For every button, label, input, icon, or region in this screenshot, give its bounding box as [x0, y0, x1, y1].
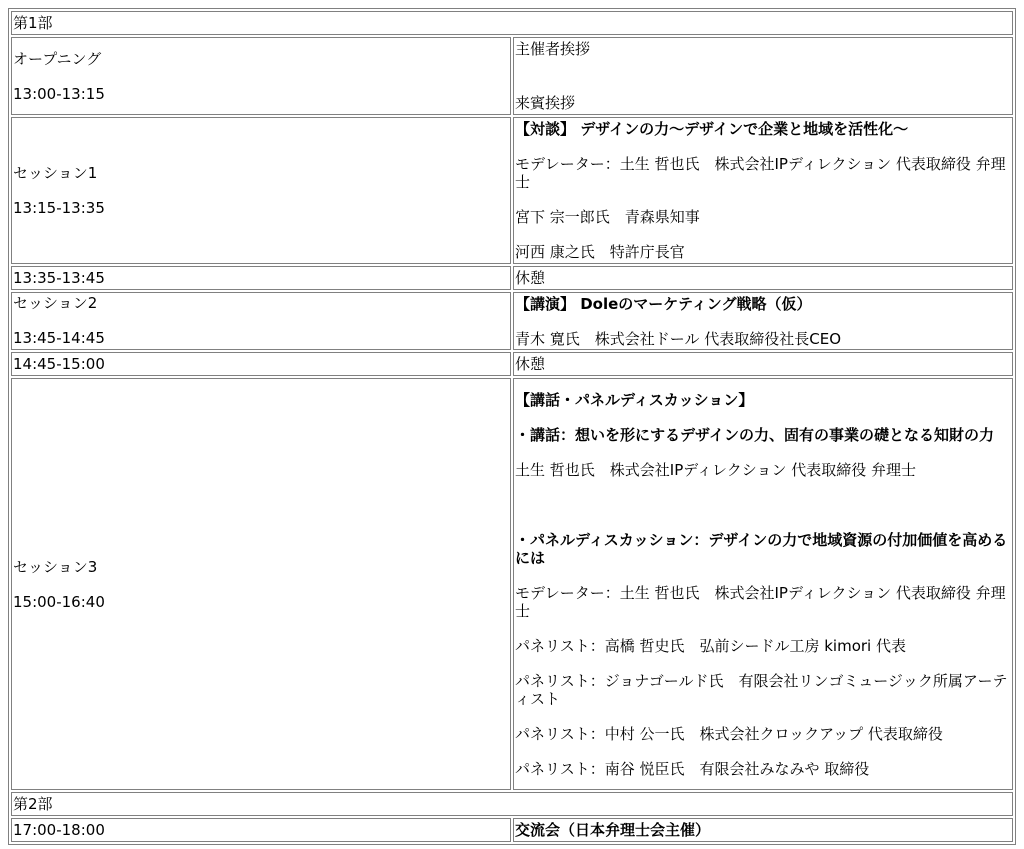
session3-heading: 【講話・パネルディスカッション】	[515, 390, 754, 409]
opening-time: 13:00-13:15	[13, 84, 105, 103]
break1-row	[11, 266, 1013, 290]
break2-label: 休憩	[513, 352, 1013, 376]
session3-panel-line: パネリスト：南谷 悦臣氏 有限会社みなみや 取締役	[515, 759, 870, 778]
session3-panel-heading: ・パネルディスカッション：デザインの力で地域資源の付加価値を高めるには	[515, 530, 1008, 567]
session1-line: モデレーター：土生 哲也氏 株式会社IPディレクション 代表取締役 弁理士	[515, 155, 1006, 191]
session1-detail-cell	[513, 117, 1013, 264]
session3-panel-line: パネリスト：高橋 哲史氏 弘前シードル工房 kimori 代表	[515, 636, 906, 655]
session3-row	[11, 378, 1013, 790]
opening-cell	[11, 37, 511, 115]
session3-panel-line: パネリスト：中村 公一氏 株式会社クロックアップ 代表取締役	[515, 724, 943, 743]
session1-title: セッション1	[13, 164, 98, 182]
session2-title: セッション2	[13, 294, 98, 312]
part2-label: 第2部	[11, 792, 1013, 816]
session2-line: 青木 寛氏 株式会社ドール 代表取締役社長CEO	[515, 329, 841, 348]
session3-talk-speaker: 土生 哲也氏 株式会社IPディレクション 代表取締役 弁理士	[515, 460, 916, 479]
opening-detail-cell	[513, 37, 1013, 115]
opening-item: 来賓挨拶	[515, 94, 576, 112]
session3-cell	[11, 378, 511, 790]
session3-panel-line: パネリスト：ジョナゴールド氏 有限会社リンゴミュージック所属アーティスト	[515, 671, 1008, 708]
break1-label: 休憩	[513, 266, 1013, 290]
reception-cell	[513, 818, 1013, 842]
session1-row	[11, 117, 1013, 264]
session2-heading: 【講演】 Doleのマーケティング戦略（仮）	[515, 294, 812, 313]
part1-row	[11, 11, 1013, 35]
break1-time: 13:35-13:45	[11, 266, 511, 290]
part1-label: 第1部	[11, 11, 1013, 35]
session3-panel-line: モデレーター：土生 哲也氏 株式会社IPディレクション 代表取締役 弁理士	[515, 583, 1006, 620]
session1-heading: 【対談】 デザインの力～デザインで企業と地域を活性化～	[515, 120, 909, 138]
reception-row	[11, 818, 1013, 842]
session3-title: セッション3	[13, 557, 98, 576]
session2-time: 13:45-14:45	[13, 329, 105, 347]
opening-row	[11, 37, 1013, 115]
reception-label: 交流会（日本弁理士会主催）	[515, 821, 711, 839]
schedule-table	[8, 8, 1016, 845]
session1-line: 河西 康之氏 特許庁長官	[515, 243, 685, 261]
session1-cell	[11, 117, 511, 264]
session2-row	[11, 292, 1013, 350]
reception-time: 17:00-18:00	[11, 818, 511, 842]
session1-time: 13:15-13:35	[13, 199, 105, 217]
part2-row	[11, 792, 1013, 816]
session3-time: 15:00-16:40	[13, 592, 105, 611]
opening-item: 主催者挨拶	[515, 40, 591, 58]
opening-title: オープニング	[13, 49, 102, 68]
session2-cell	[11, 292, 511, 350]
session1-line: 宮下 宗一郎氏 青森県知事	[515, 208, 700, 226]
break2-time: 14:45-15:00	[11, 352, 511, 376]
session3-detail-cell	[513, 378, 1013, 790]
session2-detail-cell	[513, 292, 1013, 350]
session3-talk-heading: ・講話：想いを形にするデザインの力、固有の事業の礎となる知財の力	[515, 425, 994, 444]
break2-row	[11, 352, 1013, 376]
